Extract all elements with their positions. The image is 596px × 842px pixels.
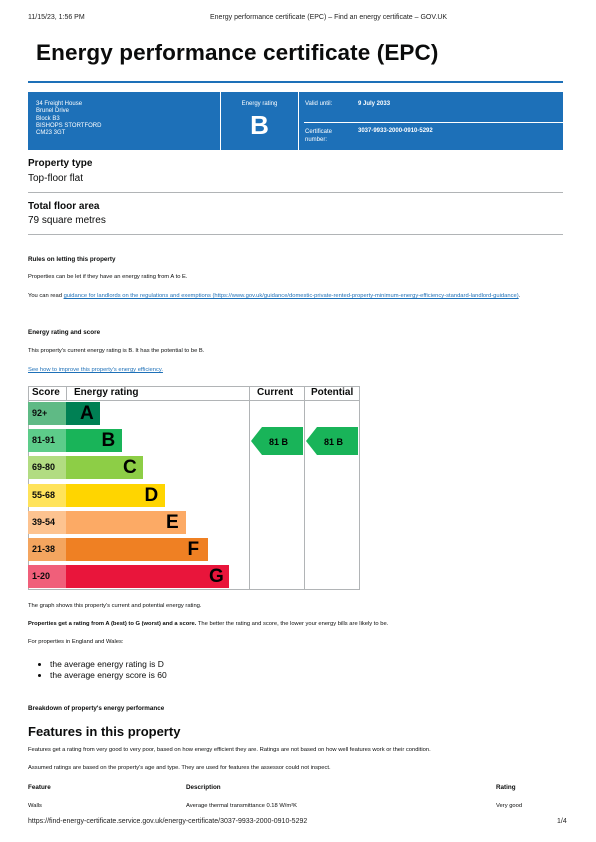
letting-text: Properties can be let if they have an energy rating from A to E. bbox=[28, 274, 188, 280]
svg-text:81 B: 81 B bbox=[269, 436, 289, 447]
current-column-header: Current bbox=[257, 387, 294, 398]
floor-area-value: 79 square metres bbox=[28, 215, 106, 226]
letting-heading: Rules on letting this property bbox=[28, 256, 116, 263]
property-address bbox=[36, 101, 101, 137]
list-item: • the average energy score is 60 bbox=[50, 670, 167, 680]
print-page-title: Energy performance certificate (EPC) – Find an energy certificate – GOV.UK bbox=[210, 14, 448, 21]
print-datetime: 11/15/23, 1:56 PM bbox=[28, 14, 85, 21]
address-line: BISHOPS STORTFORD bbox=[36, 122, 102, 129]
rating-column-header: Rating bbox=[496, 784, 516, 791]
features-heading: Features in this property bbox=[28, 724, 181, 739]
rating-letter: B bbox=[250, 110, 269, 140]
band-score-b: 81-91 bbox=[28, 429, 66, 452]
averages-list bbox=[28, 659, 167, 681]
list-item: • the average energy rating is D bbox=[50, 659, 167, 669]
england-wales-intro: For properties in England and Wales: bbox=[28, 639, 124, 645]
band-bar-g bbox=[66, 565, 229, 588]
rating-explanation-rest: The better the rating and score, the lower your energy bills are likely to be. bbox=[196, 621, 389, 627]
title-divider bbox=[28, 81, 563, 83]
rating-label: Energy rating bbox=[241, 101, 278, 107]
section-divider bbox=[28, 192, 563, 193]
guidance-prefix: You can read bbox=[28, 293, 64, 299]
valid-until-value: 9 July 2033 bbox=[358, 101, 391, 107]
table-row-description: Average thermal transmittance 0.18 W/m²K bbox=[186, 803, 298, 809]
certificate-number: 3037-9933-2000-0910-5292 bbox=[358, 128, 433, 134]
potential-rating-arrow bbox=[306, 427, 358, 455]
band-score-f: 21-38 bbox=[28, 538, 66, 561]
page-title: Energy performance certificate (EPC) bbox=[36, 40, 439, 65]
band-score-a: 92+ bbox=[28, 402, 66, 425]
letting-guidance bbox=[28, 292, 563, 300]
address-line: 34 Freight House bbox=[36, 101, 83, 107]
guidance-link[interactable]: guidance for landlords on the regulations and exemptions (https://www.gov.uk/guidance/domestic-private-rented-property-minimum-energy-efficiency-standard-landlord-guidance) bbox=[63, 293, 519, 299]
band-letter-e: E bbox=[166, 511, 179, 533]
rating-section-heading: Energy rating and score bbox=[28, 329, 101, 336]
certificate-label: Certificate number: bbox=[305, 129, 333, 143]
guidance-suffix: . bbox=[518, 293, 521, 299]
rating-column-header: Energy rating bbox=[74, 387, 139, 398]
improve-efficiency-link[interactable]: See how to improve this property's energy efficiency. bbox=[28, 367, 163, 373]
certificate-summary bbox=[28, 92, 563, 150]
band-score-g: 1-20 bbox=[28, 565, 66, 588]
score-column-header: Score bbox=[32, 387, 60, 398]
rating-explanation-bold: Properties get a rating from A (best) to G (worst) and a score. bbox=[28, 621, 197, 627]
graph-caption: The graph shows this property's current and potential energy rating. bbox=[28, 603, 202, 609]
address-line: CM23 3GT bbox=[36, 130, 66, 137]
summary-divider bbox=[304, 122, 563, 123]
band-score-e: 39-54 bbox=[28, 511, 66, 534]
property-type-label: Property type bbox=[28, 158, 93, 169]
rating-explanation bbox=[28, 621, 388, 627]
band-letter-d: D bbox=[144, 484, 159, 506]
band-score-c: 69-80 bbox=[28, 456, 66, 479]
band-score-d: 55-68 bbox=[28, 484, 66, 507]
band-letter-b: B bbox=[101, 430, 116, 452]
table-row-feature: Walls bbox=[28, 803, 42, 809]
band-bar-f bbox=[66, 538, 208, 561]
band-letter-f: F bbox=[187, 539, 200, 560]
valid-until-label: Valid until: bbox=[305, 101, 333, 107]
address-line: Brunel Drive bbox=[36, 108, 70, 115]
features-text: Features get a rating from very good to very poor, based on how energy efficient they are. Ratings are not based on how well features work or their condition. bbox=[28, 747, 431, 753]
table-row-rating: Very good bbox=[496, 803, 523, 809]
print-page-number: 1/4 bbox=[557, 818, 567, 825]
rating-section-text: This property's current energy rating is B. It has the potential to be B. bbox=[28, 348, 205, 354]
band-letter-g: G bbox=[209, 566, 224, 588]
assumed-ratings-text: Assumed ratings are based on the property's age and type. They are used for features the assessor could not inspect. bbox=[28, 765, 331, 771]
potential-column-header: Potential bbox=[311, 387, 354, 398]
svg-text:81 B: 81 B bbox=[324, 436, 344, 447]
address-line: Block B3 bbox=[36, 115, 60, 122]
floor-area-label: Total floor area bbox=[28, 201, 100, 212]
property-type-value: Top-floor flat bbox=[28, 173, 84, 184]
description-column-header: Description bbox=[186, 784, 221, 791]
energy-rating-chart bbox=[28, 386, 360, 590]
band-letter-c: C bbox=[123, 457, 137, 479]
current-rating-arrow bbox=[251, 427, 303, 455]
section-divider bbox=[28, 234, 563, 235]
feature-column-header: Feature bbox=[28, 784, 51, 791]
print-url: https://find-energy-certificate.service.gov.uk/energy-certificate/3037-9933-2000-0910-5292 bbox=[28, 818, 308, 825]
breakdown-heading: Breakdown of property's energy performance bbox=[28, 705, 165, 712]
band-letter-a: A bbox=[80, 403, 94, 424]
rating-panel bbox=[220, 92, 299, 150]
